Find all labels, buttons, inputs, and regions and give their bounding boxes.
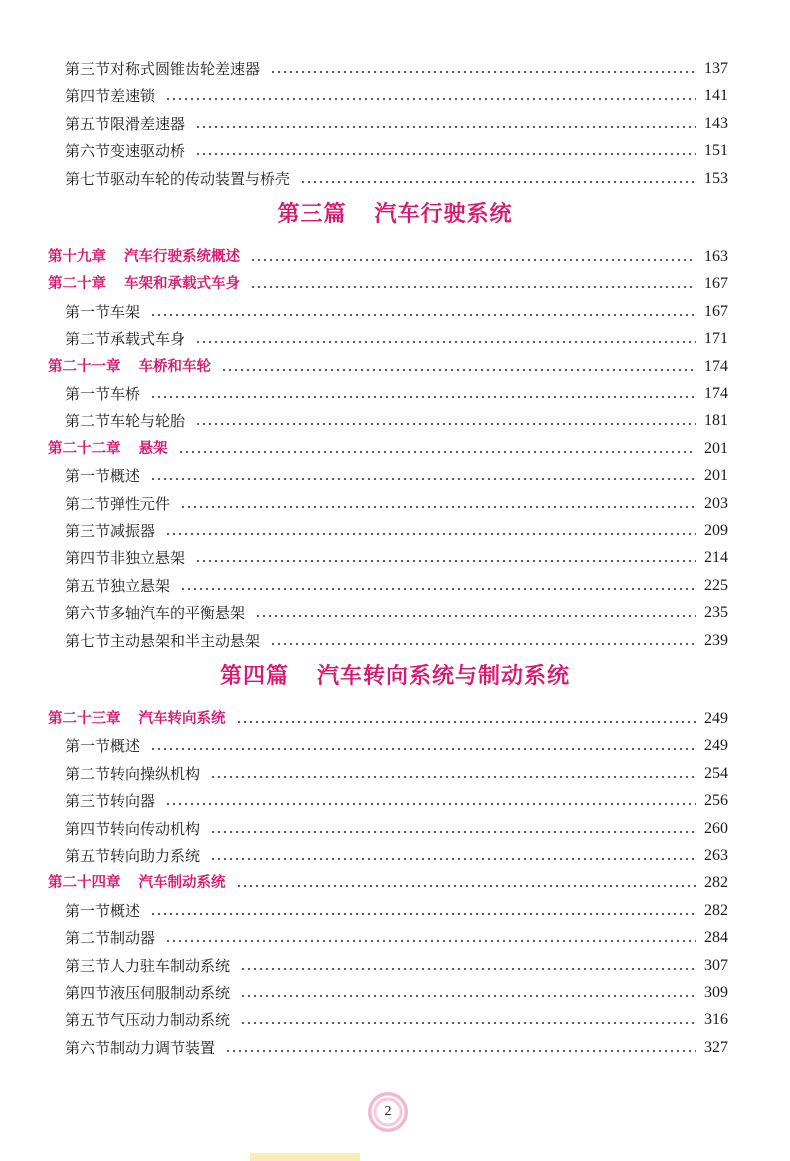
- section-number: 第一节: [65, 737, 111, 756]
- dot-leader: [236, 885, 697, 887]
- section-number: 第三节: [65, 60, 111, 78]
- dot-leader: [240, 995, 696, 997]
- chapter-number: 第二十三章: [48, 711, 121, 727]
- section-number: 第七节: [65, 169, 111, 188]
- dot-leader: [150, 396, 696, 398]
- toc-section-row[interactable]: [0, 733, 790, 759]
- toc-entry-label: [0, 545, 185, 571]
- toc-chapter-row[interactable]: [0, 244, 790, 270]
- dot-leader: [240, 1022, 696, 1024]
- bottom-decoration: [250, 1153, 360, 1161]
- dot-leader: [210, 831, 696, 833]
- part-name: 汽车行驶系统: [374, 201, 513, 227]
- dot-leader: [270, 71, 696, 73]
- section-title: 减振器: [110, 522, 156, 540]
- section-title: 车桥: [110, 385, 141, 403]
- part-heading: [0, 197, 790, 228]
- toc-chapter-row[interactable]: [0, 706, 790, 732]
- dot-leader: [165, 803, 696, 805]
- chapter-number: 第二十二章: [48, 440, 121, 457]
- toc-section-row[interactable]: [0, 816, 790, 842]
- page-reference: 284: [704, 929, 728, 947]
- toc-section-row[interactable]: [0, 1007, 790, 1033]
- page-reference: 235: [704, 604, 728, 622]
- dot-leader: [178, 451, 697, 453]
- section-title: 驱动车轮的传动装置与桥壳: [110, 169, 291, 188]
- page-reference: 137: [704, 60, 728, 77]
- page-reference: 256: [704, 792, 728, 810]
- section-number: 第三节: [65, 522, 111, 540]
- toc-section-row[interactable]: [0, 573, 790, 599]
- toc-section-row[interactable]: [0, 600, 790, 626]
- toc-section-row[interactable]: [0, 518, 790, 544]
- section-title: 制动力调节装置: [110, 1038, 216, 1057]
- page-reference: 174: [704, 357, 728, 375]
- dot-leader: [240, 968, 696, 970]
- toc-section-row[interactable]: [0, 56, 790, 82]
- dot-leader: [210, 776, 696, 778]
- section-title: 制动器: [110, 929, 156, 948]
- toc-section-row[interactable]: [0, 491, 790, 517]
- dot-leader: [180, 588, 696, 590]
- page-reference: 254: [704, 764, 728, 782]
- chapter-title: 汽车转向系统: [138, 711, 226, 727]
- toc-chapter-row[interactable]: [0, 870, 790, 896]
- dot-leader: [221, 369, 696, 371]
- section-title: 概述: [110, 901, 141, 920]
- section-number: 第二节: [65, 330, 111, 349]
- dot-leader: [270, 643, 696, 645]
- toc-entry-label: [0, 408, 185, 434]
- dot-leader: [236, 721, 697, 723]
- chapter-title: 车桥和车轮: [138, 358, 211, 375]
- toc-section-row[interactable]: [0, 299, 790, 325]
- section-number: 第五节: [65, 114, 111, 133]
- page-reference: 141: [704, 87, 728, 105]
- section-number: 第四节: [65, 549, 111, 568]
- page-reference: 214: [704, 549, 728, 567]
- toc-entry-label: [0, 761, 200, 787]
- section-number: 第一节: [65, 302, 111, 321]
- section-title: 车轮与轮胎: [110, 412, 186, 431]
- toc-section-row[interactable]: [0, 138, 790, 164]
- page-reference: 249: [704, 710, 728, 727]
- toc-section-row[interactable]: [0, 953, 790, 979]
- toc-section-row[interactable]: [0, 1035, 790, 1061]
- page-reference: 309: [704, 984, 728, 1001]
- toc-section-row[interactable]: [0, 83, 790, 109]
- chapter-title: 车架和承载式车身: [124, 276, 240, 293]
- page-reference: 260: [704, 819, 728, 837]
- toc-entry-label: [0, 138, 185, 164]
- toc-section-row[interactable]: [0, 898, 790, 924]
- toc-chapter-row[interactable]: [0, 436, 790, 462]
- toc-chapter-row[interactable]: [0, 271, 790, 297]
- section-title: 承载式车身: [110, 330, 186, 349]
- section-number: 第四节: [65, 87, 111, 106]
- dot-leader: [150, 748, 696, 750]
- dot-leader: [180, 506, 696, 508]
- toc-entry-label: [0, 1035, 215, 1061]
- toc-entry-label: [0, 628, 260, 654]
- toc-entry-label: [0, 271, 240, 297]
- page-reference: 167: [704, 275, 728, 293]
- section-title: 车架: [110, 302, 141, 321]
- section-title: 转向助力系统: [110, 847, 201, 865]
- part-number: 第三篇: [277, 201, 347, 227]
- toc-section-row[interactable]: [0, 980, 790, 1006]
- dot-leader: [165, 98, 696, 100]
- toc-entry-label: [0, 1007, 230, 1033]
- dot-leader: [195, 341, 696, 343]
- page-reference: 181: [704, 412, 728, 430]
- dot-leader: [150, 913, 696, 915]
- toc-entry-label: [0, 463, 140, 489]
- page-reference: 201: [704, 467, 728, 485]
- section-number: 第二节: [65, 929, 111, 948]
- page-reference: 163: [704, 248, 728, 265]
- page-reference: 153: [704, 169, 728, 187]
- toc-section-row[interactable]: [0, 326, 790, 352]
- section-number: 第五节: [65, 847, 111, 865]
- section-number: 第五节: [65, 1011, 111, 1030]
- toc-entry-label: [0, 436, 168, 462]
- dot-leader: [250, 259, 696, 261]
- toc-entry-label: [0, 843, 200, 869]
- dot-leader: [195, 126, 696, 128]
- chapter-number: 第二十四章: [48, 875, 121, 892]
- toc-entry-label: [0, 706, 226, 732]
- toc-entry-label: [0, 953, 230, 979]
- section-number: 第七节: [65, 631, 111, 650]
- section-title: 非独立悬架: [110, 549, 186, 568]
- dot-leader: [225, 1050, 696, 1052]
- page-reference: 282: [704, 901, 728, 919]
- dot-leader: [195, 560, 696, 562]
- toc-entry-label: [0, 491, 170, 517]
- dot-leader: [150, 478, 696, 480]
- chapter-title: 汽车行驶系统概述: [124, 249, 240, 265]
- section-number: 第一节: [65, 385, 111, 403]
- part-number: 第四篇: [219, 663, 289, 689]
- toc-section-row[interactable]: [0, 408, 790, 434]
- toc-entry-label: [0, 354, 211, 380]
- toc-section-row[interactable]: [0, 463, 790, 489]
- section-title: 概述: [110, 737, 141, 756]
- section-number: 第五节: [65, 576, 111, 595]
- page-reference: 209: [704, 522, 728, 539]
- page-reference: 249: [704, 737, 728, 755]
- dot-leader: [210, 858, 696, 860]
- toc-section-row[interactable]: [0, 628, 790, 654]
- section-number: 第四节: [65, 819, 111, 838]
- toc-section-row[interactable]: [0, 843, 790, 869]
- page-reference: 307: [704, 956, 728, 974]
- section-title: 对称式圆锥齿轮差速器: [110, 60, 261, 78]
- section-title: 气压动力制动系统: [110, 1011, 231, 1030]
- section-title: 弹性元件: [110, 494, 171, 513]
- toc-section-row[interactable]: [0, 111, 790, 137]
- toc-entry-label: [0, 733, 140, 759]
- section-title: 多轴汽车的平衡悬架: [110, 604, 246, 623]
- section-number: 第六节: [65, 604, 111, 623]
- page-reference: 151: [704, 142, 728, 160]
- dot-leader: [255, 615, 696, 617]
- toc-entry-label: [0, 381, 140, 407]
- toc-entry-label: [0, 573, 170, 599]
- page-reference: 327: [704, 1038, 728, 1056]
- section-title: 限滑差速器: [110, 114, 186, 133]
- section-number: 第一节: [65, 901, 111, 920]
- section-title: 差速锁: [110, 87, 156, 106]
- toc-entry-label: [0, 111, 185, 137]
- page-reference: 316: [704, 1011, 728, 1029]
- toc-entry-label: [0, 166, 290, 192]
- toc-entry-label: [0, 56, 260, 82]
- section-number: 第三节: [65, 792, 111, 811]
- toc-entry-label: [0, 326, 185, 352]
- dot-leader: [300, 181, 696, 183]
- dot-leader: [165, 940, 696, 942]
- dot-leader: [195, 153, 696, 155]
- toc-entry-label: [0, 244, 240, 270]
- toc-section-row[interactable]: [0, 545, 790, 571]
- page-number: 2: [384, 1104, 392, 1119]
- dot-leader: [150, 314, 696, 316]
- section-number: 第二节: [65, 764, 111, 783]
- page-reference: 282: [704, 874, 728, 892]
- section-number: 第二节: [65, 494, 111, 513]
- toc-chapter-row[interactable]: [0, 354, 790, 380]
- page-reference: 225: [704, 576, 728, 594]
- dot-leader: [165, 533, 696, 535]
- dot-leader: [250, 286, 696, 288]
- chapter-title: 悬架: [138, 440, 168, 457]
- section-title: 概述: [110, 467, 141, 486]
- chapter-title: 汽车制动系统: [138, 875, 226, 892]
- section-title: 独立悬架: [110, 576, 171, 595]
- toc-section-row[interactable]: [0, 166, 790, 192]
- toc-entry-label: [0, 925, 155, 951]
- toc-section-row[interactable]: [0, 788, 790, 814]
- chapter-number: 第二十一章: [48, 358, 121, 375]
- page-number-badge: [368, 1092, 408, 1132]
- section-number: 第二节: [65, 412, 111, 431]
- toc-entry-label: [0, 816, 200, 842]
- section-number: 第六节: [65, 142, 111, 161]
- section-title: 转向操纵机构: [110, 764, 201, 783]
- toc-entry-label: [0, 870, 226, 896]
- toc-entry-label: [0, 83, 155, 109]
- section-number: 第六节: [65, 1038, 111, 1057]
- section-title: 液压伺服制动系统: [110, 984, 231, 1002]
- toc-section-row[interactable]: [0, 761, 790, 787]
- section-title: 变速驱动桥: [110, 142, 186, 161]
- section-title: 转向传动机构: [110, 819, 201, 838]
- part-name: 汽车转向系统与制动系统: [317, 663, 571, 689]
- page-reference: 263: [704, 847, 728, 864]
- section-title: 转向器: [110, 792, 156, 811]
- toc-entry-label: [0, 518, 155, 544]
- toc-section-row[interactable]: [0, 381, 790, 407]
- page-reference: 201: [704, 439, 728, 457]
- page-reference: 143: [704, 114, 728, 132]
- page-reference: 239: [704, 631, 728, 649]
- section-number: 第一节: [65, 467, 111, 486]
- section-number: 第四节: [65, 984, 111, 1002]
- chapter-number: 第十九章: [48, 249, 106, 265]
- toc-section-row[interactable]: [0, 925, 790, 951]
- page-reference: 174: [704, 385, 728, 402]
- toc-entry-label: [0, 788, 155, 814]
- toc-entry-label: [0, 980, 230, 1006]
- chapter-number: 第二十章: [48, 276, 106, 293]
- section-number: 第三节: [65, 956, 111, 975]
- toc-entry-label: [0, 898, 140, 924]
- dot-leader: [195, 423, 696, 425]
- part-heading: [0, 659, 790, 690]
- toc-entry-label: [0, 600, 245, 626]
- toc-entry-label: [0, 299, 140, 325]
- page-reference: 171: [704, 330, 728, 348]
- page-reference: 203: [704, 494, 728, 512]
- section-title: 人力驻车制动系统: [110, 956, 231, 975]
- page-reference: 167: [704, 302, 728, 320]
- section-title: 主动悬架和半主动悬架: [110, 631, 261, 650]
